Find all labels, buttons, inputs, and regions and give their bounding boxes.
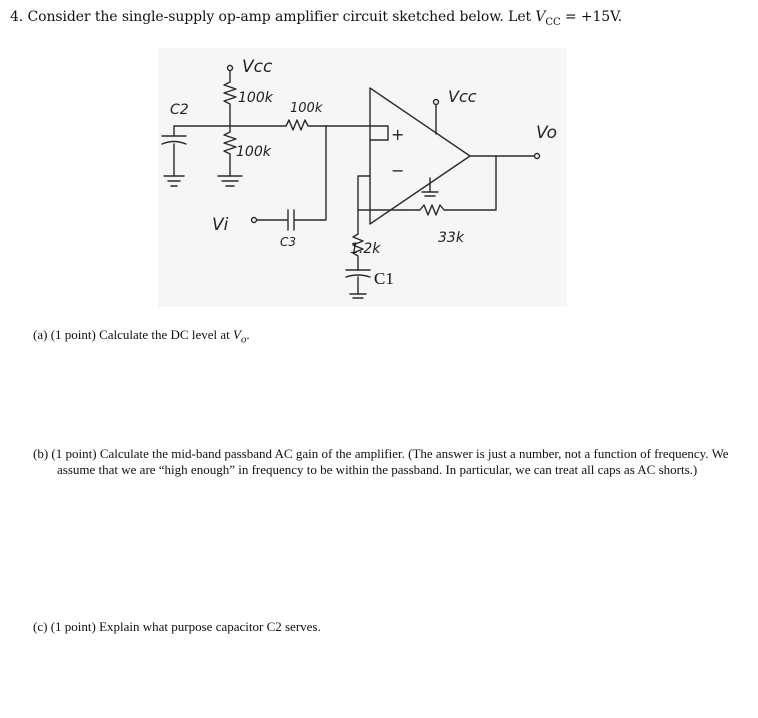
c2-label: C2 bbox=[170, 102, 189, 118]
r-bottom-label: 100k bbox=[236, 144, 271, 160]
part-b-marker: (b) bbox=[33, 446, 49, 461]
part-a-text: Calculate the DC level at bbox=[99, 327, 230, 342]
r-top-label: 100k bbox=[238, 90, 273, 106]
resistor-feedback bbox=[402, 156, 496, 215]
r-ground-label: 1.2k bbox=[350, 241, 381, 257]
question-header bbox=[10, 9, 622, 28]
capacitor-c1 bbox=[346, 270, 370, 298]
vcc-left-node bbox=[228, 66, 233, 71]
part-b-text: Calculate the mid-band passband AC gain of the amplifier. (The answer is just a number, not a function of frequency. We assume that we are “high enough” in frequency to be within the passband. In particular, we can treat all caps as AC shorts.) bbox=[57, 446, 729, 477]
part-c-points: (1 point) bbox=[50, 619, 96, 634]
question-part-b bbox=[33, 446, 738, 478]
vi-node bbox=[252, 218, 257, 223]
vcc-value: = +15V. bbox=[564, 9, 623, 25]
wire-minus-input bbox=[358, 176, 402, 210]
question-part-a: (a) (1 point) Calculate the DC level at $V_o$. bbox=[33, 327, 250, 346]
vo-label: Vo bbox=[536, 123, 558, 143]
c3-label: C3 bbox=[280, 235, 297, 249]
vi-label: Vi bbox=[212, 215, 229, 235]
op-amp-triangle bbox=[370, 88, 470, 224]
r-series-label: 100k bbox=[290, 101, 323, 116]
vcc-right-label: Vcc bbox=[448, 87, 477, 106]
ground-divider bbox=[218, 176, 242, 186]
r-feedback-label: 33k bbox=[438, 230, 464, 246]
capacitor-c3 bbox=[257, 126, 326, 230]
part-c-text: Explain what purpose capacitor C2 serves. bbox=[99, 619, 321, 634]
part-a-marker: (a) bbox=[33, 327, 48, 342]
question-text: Consider the single-supply op-amp amplifier circuit sketched below. Let bbox=[27, 9, 532, 25]
part-b-points: (1 point) bbox=[51, 446, 97, 461]
vcc-left-label: Vcc bbox=[242, 57, 273, 77]
capacitor-c2 bbox=[162, 136, 186, 186]
resistor-series bbox=[230, 120, 388, 140]
question-number: 4. bbox=[10, 9, 24, 25]
c1-label: C1 bbox=[374, 269, 394, 288]
circuit-figure bbox=[158, 48, 567, 307]
resistor-ground bbox=[353, 210, 363, 270]
vcc-variable: $V_{CC}$ bbox=[535, 9, 561, 28]
question-part-c bbox=[33, 619, 321, 635]
minus-input-label: − bbox=[391, 161, 405, 180]
part-c-marker: (c) bbox=[33, 619, 48, 634]
resistor-bottom-divider bbox=[224, 126, 236, 176]
wire-to-c2 bbox=[174, 126, 230, 136]
vo-node bbox=[535, 154, 540, 159]
resistor-top-divider bbox=[224, 71, 236, 126]
part-a-points: (1 point) bbox=[50, 327, 96, 342]
vo-variable: $V_o$ bbox=[233, 327, 247, 346]
vcc-right-node bbox=[434, 100, 439, 105]
circuit-sketch bbox=[158, 48, 567, 307]
plus-input-label: + bbox=[391, 125, 405, 144]
